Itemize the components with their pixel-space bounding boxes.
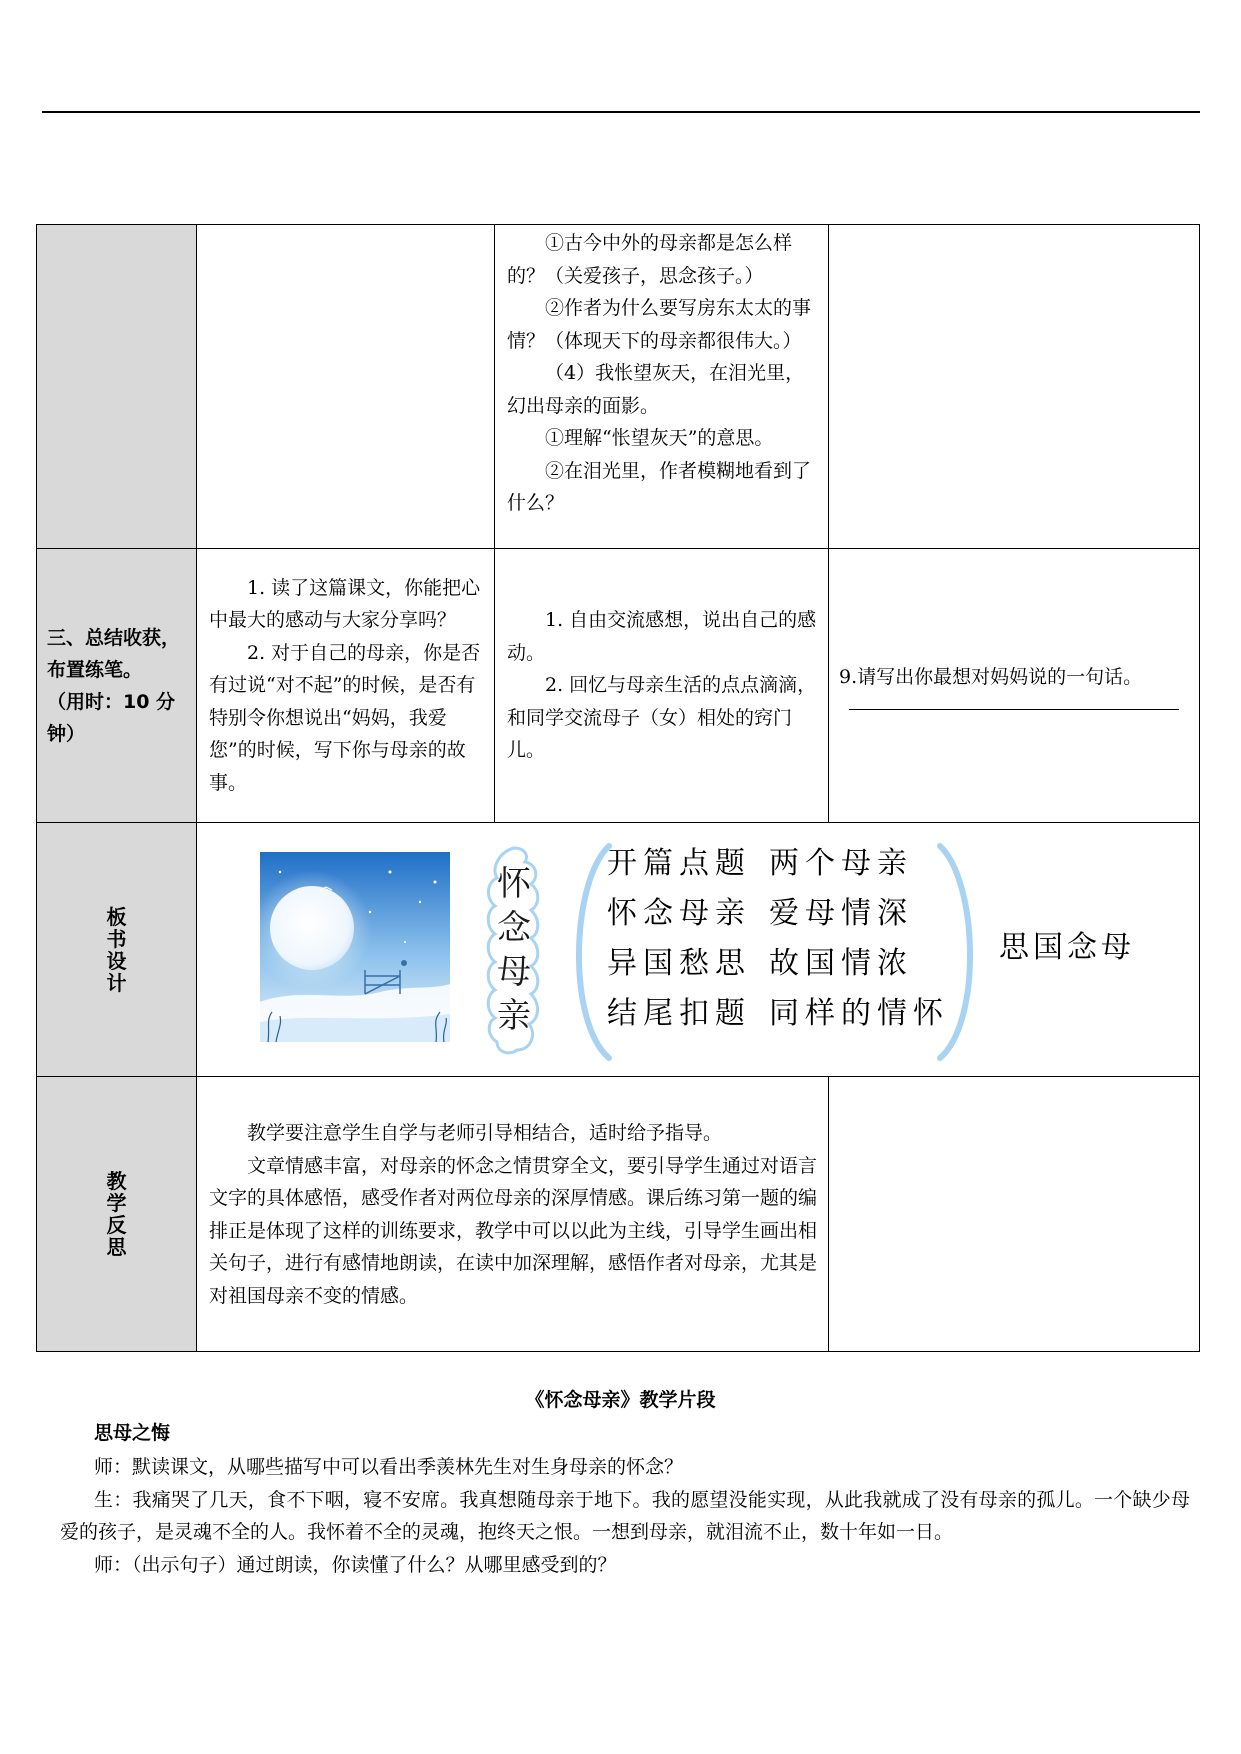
- board-right-item: 两个母亲: [769, 845, 913, 881]
- board-design: [197, 824, 1199, 1076]
- activity-line: ①古今中外的母亲都是怎么样的？（关爱孩子，思念孩子。）: [507, 232, 793, 287]
- board-summary: 思国念母: [999, 929, 1135, 965]
- fragment-subtitle: 思母之悔: [94, 1422, 171, 1444]
- reflection-paragraph: 教学要注意学生自学与老师引导相结合，适时给予指导。: [247, 1122, 723, 1144]
- board-design-cell: [197, 823, 1200, 1077]
- board-title-char: 母: [497, 951, 531, 992]
- stage-cell: [37, 225, 197, 549]
- lesson-plan-table: [36, 224, 1200, 1352]
- empty-cell: [829, 1077, 1200, 1352]
- teacher-activity-cell: [197, 549, 495, 823]
- dialogue-line: 生：我痛哭了几天，食不下咽，寝不安席。我真想随母亲于地下。我的愿望没能实现，从此我就成了没有母亲的孤儿。一个缺少母爱的孩子，是灵魂不全的人。我怀着不全的灵魂，抱终天之恨。一想到母亲，就泪流不止，数十年如一日。: [60, 1488, 1190, 1543]
- table-row: [37, 549, 1200, 823]
- fragment-title: 《怀念母亲》教学片段: [525, 1389, 716, 1411]
- reflection-paragraph: 文章情感丰富，对母亲的怀念之情贯穿全文，要引导学生通过对语言文字的具体感悟，感受作者对两位母亲的深厚情感。课后练习第一题的编排正是体现了这样的训练要求，教学中可以以此为主线，引导学生画出相关句子，进行有感情地朗读，在读中加深理解，感悟作者对母亲，尤其是对祖国母亲不变的情感。: [209, 1154, 818, 1307]
- activity-line: ②在泪光里，作者模糊地看到了什么？: [507, 459, 812, 514]
- activity-line: （4）我怅望灰天，在泪光里，幻出母亲的面影。: [507, 362, 805, 417]
- board-right-item: 同样的情怀: [769, 995, 949, 1031]
- student-activity: 2. 回忆与母亲生活的点点滴滴，和同学交流母子（女）相处的窍门儿。: [507, 674, 817, 762]
- table-row: [37, 1077, 1200, 1352]
- teacher-activity-cell: [197, 225, 495, 549]
- board-title-char: 亲: [497, 995, 531, 1036]
- board-row: [607, 846, 913, 882]
- dialogue-line: 师：默读课文，从哪些描写中可以看出季羡林先生对生身母亲的怀念？: [94, 1456, 684, 1478]
- board-left-item: 异国愁思: [607, 945, 751, 981]
- stage-title-line: 三、总结收获，: [47, 626, 181, 649]
- board-title-cloud: [485, 844, 543, 1056]
- exercise-cell: [829, 549, 1200, 823]
- stage-cell: [37, 1077, 197, 1352]
- stage-duration: （用时：10 分钟）: [47, 690, 176, 745]
- table-row: [37, 823, 1200, 1077]
- table-row: [37, 225, 1200, 549]
- exercise-prompt: 9.请写出你最想对妈妈说的一句话。: [839, 665, 1143, 688]
- board-right-item: 爱母情深: [769, 895, 913, 931]
- board-right-item: 故国情浓: [769, 945, 913, 981]
- stage-cell: [37, 549, 197, 823]
- right-bracket: [932, 842, 992, 1062]
- student-activity-cell: [495, 549, 829, 823]
- stage-title-line: 布置练笔。: [47, 658, 143, 681]
- reflection-cell: [197, 1077, 829, 1352]
- exercise-cell: [829, 225, 1200, 549]
- student-activity-cell: [495, 225, 829, 549]
- activity-line: ②作者为什么要写房东太太的事情？（体现天下的母亲都很伟大。）: [507, 297, 812, 352]
- teacher-prompt: 2. 对于自己的母亲，你是否有过说“对不起”的时候，是否有特别令你想说出“妈妈，我爱您”的时候，写下你与母亲的故事。: [209, 641, 481, 794]
- header-rule: [42, 111, 1200, 113]
- reflection-label: 教学反思: [106, 1169, 127, 1259]
- answer-blank-line: [849, 709, 1179, 710]
- board-row: [607, 946, 913, 982]
- stage-cell: [37, 823, 197, 1077]
- student-activity: 1. 自由交流感想，说出自己的感动。: [507, 609, 817, 664]
- board-left-item: 结尾扣题: [607, 995, 751, 1031]
- dialogue-line: 师：（出示句子）通过朗读，你读懂了什么？从哪里感受到的？: [94, 1553, 617, 1576]
- board-left-item: 怀念母亲: [607, 895, 751, 931]
- activity-line: ①理解“怅望灰天”的意思。: [545, 427, 774, 449]
- full-moon-illustration: [260, 852, 450, 1042]
- board-left-item: 开篇点题: [607, 845, 751, 881]
- board-title-char: 念: [497, 907, 531, 948]
- board-title-char: 怀: [497, 863, 531, 904]
- teacher-prompt: 1. 读了这篇课文，你能把心中最大的感动与大家分享吗？: [209, 576, 481, 632]
- fragment-dialogue: [60, 1451, 1190, 1581]
- board-row: [607, 896, 913, 932]
- board-design-label: 板书设计: [106, 904, 127, 995]
- board-row: [607, 996, 949, 1032]
